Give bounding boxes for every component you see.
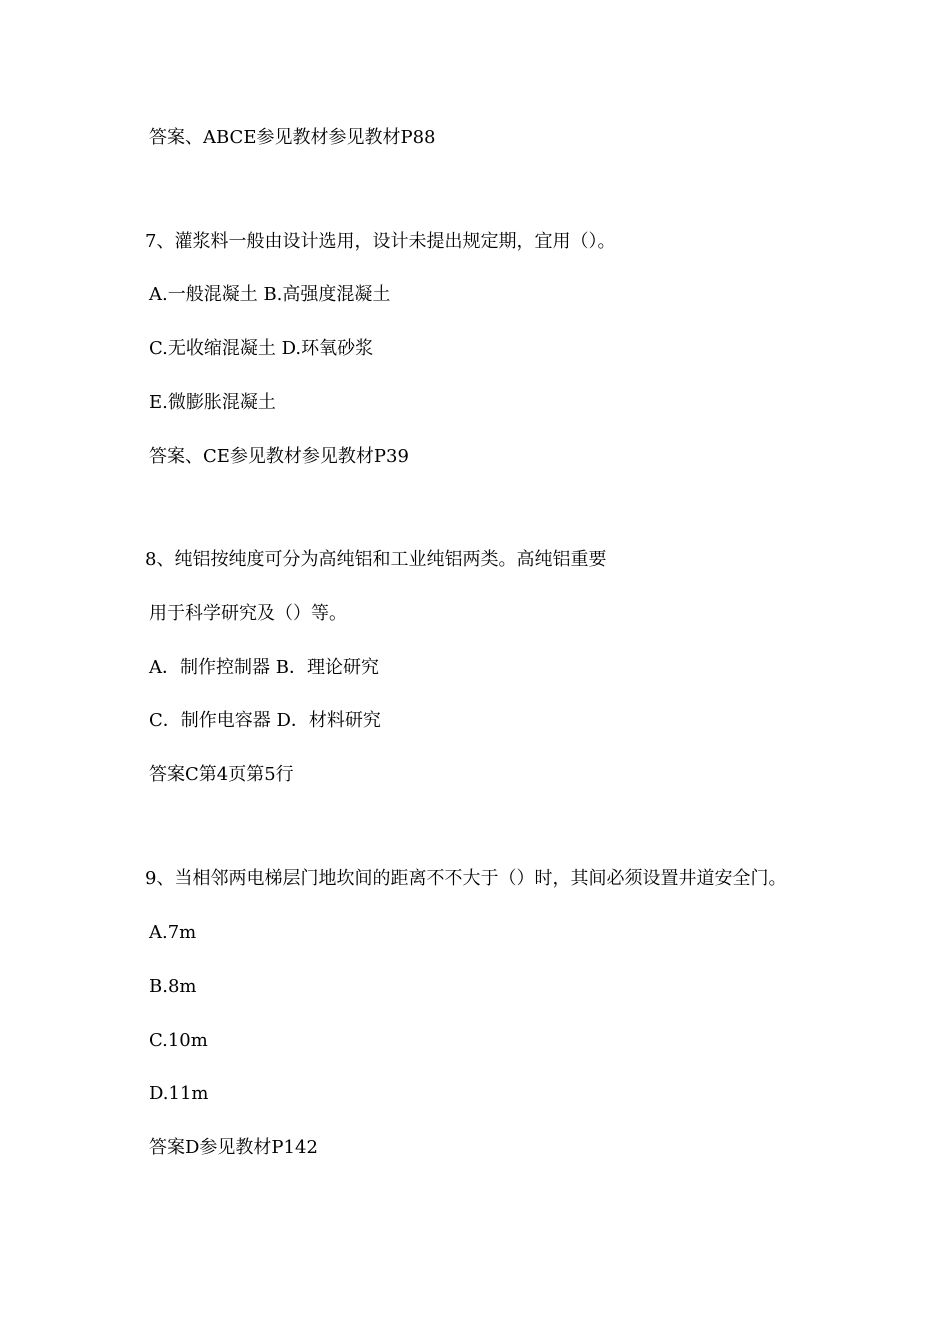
question-9-option-c: C.10m [149, 1030, 208, 1051]
question-9-option-d: D.11m [149, 1083, 209, 1104]
question-7-answer: 答案、CE参见教材参见教材P39 [149, 446, 409, 467]
question-8-option-ab: A．制作控制器 B．理论研究 [149, 657, 379, 678]
question-7-option-cd: C.无收缩混凝土 D.环氧砂浆 [149, 338, 374, 359]
question-7-option-e: E.微膨胀混凝土 [149, 392, 276, 413]
question-7-stem: 7、灌浆料一般由设计选用，设计未提出规定期，宜用（）。 [145, 231, 616, 252]
question-9-stem: 9、当相邻两电梯层门地坎间的距离不不大于（）时，其间必须设置井道安全门。 [145, 868, 787, 889]
question-8-option-cd: C．制作电容器 D．材料研究 [149, 710, 381, 731]
question-9-option-a: A.7m [149, 922, 197, 943]
question-8-stem-line-1: 8、纯铝按纯度可分为高纯铝和工业纯铝两类。高纯铝重要 [145, 549, 607, 570]
question-7-option-ab: A.一般混凝土 B.高强度混凝土 [149, 284, 391, 305]
question-8-answer: 答案C第4页第5行 [149, 764, 294, 785]
previous-answer: 答案、ABCE参见教材参见教材P88 [149, 127, 436, 148]
question-8-stem-line-2: 用于科学研究及（）等。 [149, 603, 347, 624]
question-9-option-b: B.8m [149, 976, 197, 997]
question-9-answer: 答案D参见教材P142 [149, 1137, 318, 1158]
